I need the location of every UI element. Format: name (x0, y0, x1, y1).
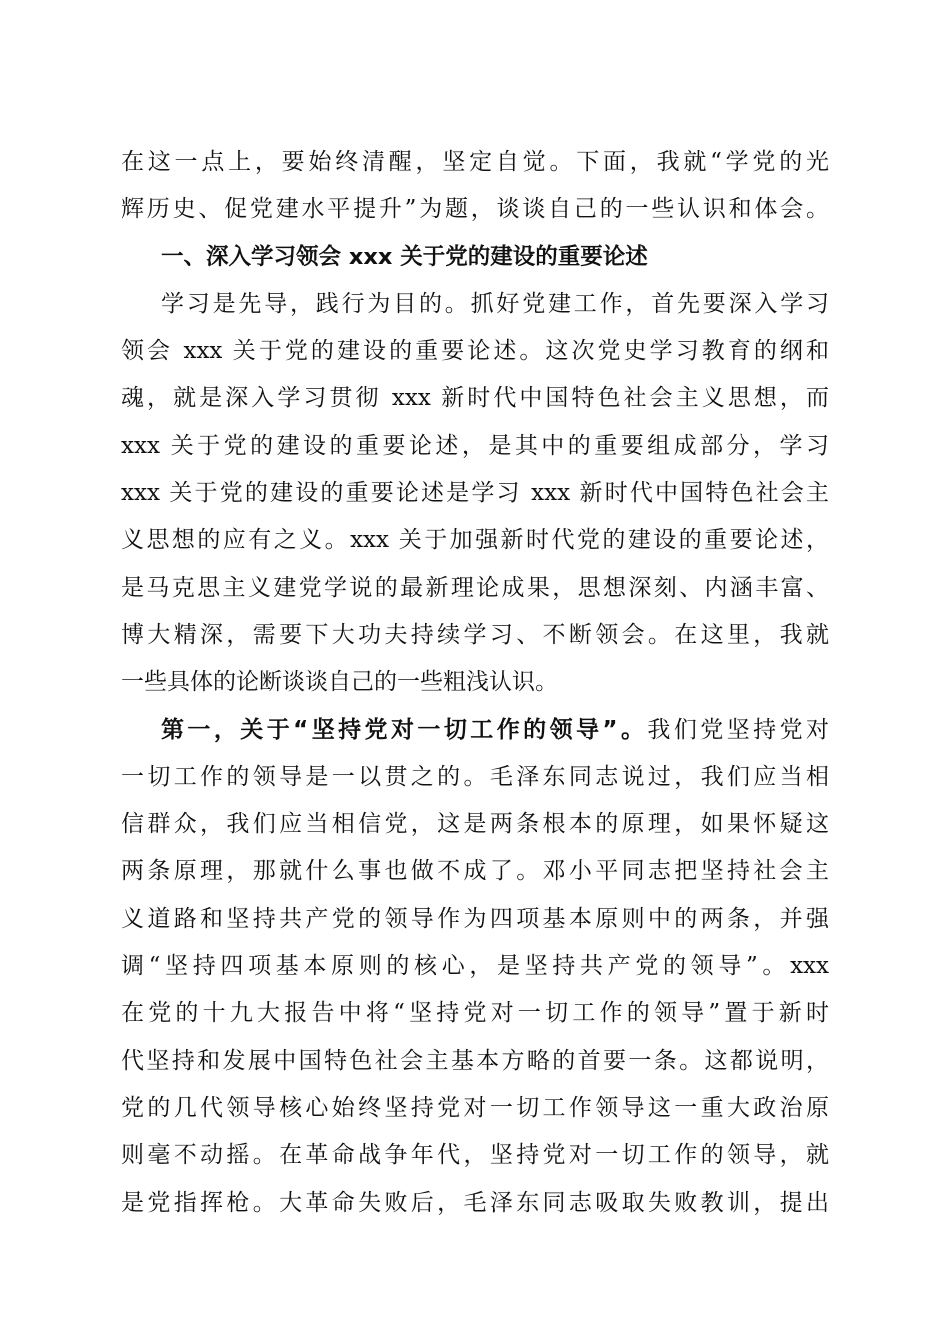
paragraph1-line-7: 是马克思主义建党学说的最新理论成果，思想深刻、内涵丰富、 (121, 574, 829, 601)
paragraph2-line-10: 则毫不动摇。在革命战争年代，坚持党对一切工作的领导，就 (121, 1142, 829, 1169)
paragraph2-line-9: 党的几代领导核心始终坚持党对一切工作领导这一重大政治原 (121, 1094, 829, 1121)
paragraph2-line-5: 义道路和坚持共产党的领导作为四项基本原则中的两条，并强 (121, 905, 829, 932)
paragraph1-line-9: 一些具体的论断谈谈自己的一些粗浅认识。 (121, 669, 558, 696)
section-heading: 一、深入学习领会 xxx 关于党的建设的重要论述 (161, 243, 648, 270)
paragraph2-line-4: 两条原理，那就什么事也做不成了。邓小平同志把坚持社会主 (121, 858, 829, 885)
paragraph2-lead: 第一，关于“坚持党对一切工作的领导”。 (161, 716, 648, 743)
paragraph1-line-3: 魂，就是深入学习贯彻 xxx 新时代中国特色社会主义思想，而 (121, 385, 829, 412)
paragraph2-first-rest: 我们党坚持党对 (647, 716, 830, 743)
paragraph2-line-8: 代坚持和发展中国特色社会主基本方略的首要一条。这都说明， (121, 1047, 829, 1074)
document-body (121, 139, 829, 1227)
intro-line-1: 在这一点上，要始终清醒，坚定自觉。下面，我就“学党的光 (121, 149, 829, 175)
intro-line-2: 辉历史、促党建水平提升”为题，谈谈自己的一些认识和体会。 (121, 196, 829, 223)
paragraph2-line-7: 在党的十九大报告中将“坚持党对一切工作的领导”置于新时 (121, 1000, 829, 1027)
paragraph2-line-6: 调“坚持四项基本原则的核心，是坚持共产党的领导”。xxx (121, 953, 829, 980)
paragraph1-line-2: 领会 xxx 关于党的建设的重要论述。这次党史学习教育的纲和 (121, 338, 829, 365)
paragraph2-line-2: 一切工作的领导是一以贯之的。毛泽东同志说过，我们应当相 (121, 763, 829, 790)
paragraph1-line-1: 学习是先导，践行为目的。抓好党建工作，首先要深入学习 (161, 290, 829, 317)
paragraph1-line-8: 博大精深，需要下大功夫持续学习、不断领会。在这里，我就 (121, 621, 829, 648)
paragraph2-line-1 (121, 707, 829, 754)
paragraph1-line-4: xxx 关于党的建设的重要论述，是其中的重要组成部分，学习 (121, 432, 829, 459)
paragraph2-line-3: 信群众，我们应当相信党，这是两条根本的原理，如果怀疑这 (121, 811, 829, 838)
paragraph1-line-5: xxx 关于党的建设的重要论述是学习 xxx 新时代中国特色社会主 (121, 480, 829, 507)
paragraph1-line-6: 义思想的应有之义。xxx 关于加强新时代党的建设的重要论述， (121, 527, 829, 554)
paragraph2-line-11: 是党指挥枪。大革命失败后，毛泽东同志吸取失败教训，提出 (121, 1189, 829, 1216)
